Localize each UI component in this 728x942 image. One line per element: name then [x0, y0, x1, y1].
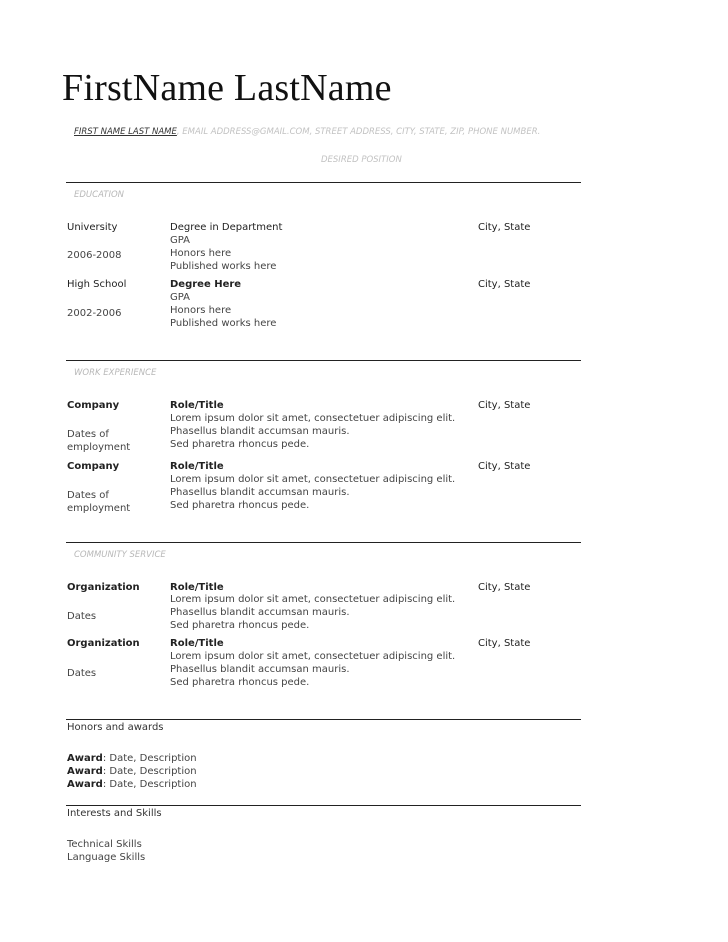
award-text: : Date, Description: [102, 779, 197, 790]
work-dates: Dates of: [67, 429, 109, 440]
work-description: Sed pharetra rhoncus pede.: [170, 500, 310, 511]
award-text: : Date, Description: [102, 753, 197, 764]
contact-details: , EMAIL ADDRESS@GMAIL.COM, STREET ADDRESS, CITY, STATE, ZIP, PHONE NUMBER.: [176, 127, 541, 137]
work-location: City, State: [478, 400, 531, 411]
community-dates: Dates: [67, 668, 97, 679]
community-description: Phasellus blandit accumsan mauris.: [170, 664, 350, 675]
work-description: Phasellus blandit accumsan mauris.: [170, 487, 350, 498]
education-degree: Degree in Department: [170, 222, 283, 233]
desired-position: DESIRED POSITION: [321, 155, 402, 165]
award-label: Award: [67, 766, 103, 777]
education-dates: 2006-2008: [67, 250, 122, 261]
education-honors: Honors here: [170, 305, 232, 316]
education-works: Published works here: [170, 261, 277, 272]
work-description: Sed pharetra rhoncus pede.: [170, 439, 310, 450]
community-description: Lorem ipsum dolor sit amet, consectetuer adipiscing elit.: [170, 594, 456, 605]
honors-heading: Honors and awards: [67, 722, 164, 733]
community-organization: Organization: [67, 638, 140, 649]
work-location: City, State: [478, 461, 531, 472]
education-school: High School: [67, 279, 127, 290]
interests-heading: Interests and Skills: [67, 808, 162, 819]
work-role: Role/Title: [170, 461, 224, 472]
education-gpa: GPA: [170, 235, 190, 246]
community-description: Sed pharetra rhoncus pede.: [170, 620, 310, 631]
community-description: Lorem ipsum dolor sit amet, consectetuer adipiscing elit.: [170, 651, 456, 662]
work-description: Lorem ipsum dolor sit amet, consectetuer adipiscing elit.: [170, 474, 456, 485]
education-dates: 2002-2006: [67, 308, 122, 319]
work-company: Company: [67, 461, 120, 472]
award-text: : Date, Description: [102, 766, 197, 777]
award-label: Award: [67, 779, 103, 790]
award-item: [67, 765, 197, 778]
award-item: [67, 778, 197, 791]
work-description: Lorem ipsum dolor sit amet, consectetuer adipiscing elit.: [170, 413, 456, 424]
work-company: Company: [67, 400, 120, 411]
community-description: Phasellus blandit accumsan mauris.: [170, 607, 350, 618]
community-location: City, State: [478, 638, 531, 649]
skill-item: Language Skills: [67, 852, 146, 863]
education-works: Published works here: [170, 318, 277, 329]
education-gpa: GPA: [170, 292, 190, 303]
education-degree: Degree Here: [170, 279, 242, 290]
work-dates: employment: [67, 442, 131, 453]
work-role: Role/Title: [170, 400, 224, 411]
work-description: Phasellus blandit accumsan mauris.: [170, 426, 350, 437]
education-location: City, State: [478, 222, 531, 233]
skill-item: Technical Skills: [67, 839, 142, 850]
contact-name: FIRST NAME LAST NAME: [74, 127, 177, 137]
community-heading: COMMUNITY SERVICE: [74, 550, 166, 560]
contact-line: [74, 127, 540, 137]
education-location: City, State: [478, 279, 531, 290]
education-heading: EDUCATION: [74, 190, 125, 200]
award-item: [67, 752, 197, 765]
work-dates: employment: [67, 503, 131, 514]
work-dates: Dates of: [67, 490, 109, 501]
community-role: Role/Title: [170, 582, 224, 593]
work-heading: WORK EXPERIENCE: [74, 368, 157, 378]
community-description: Sed pharetra rhoncus pede.: [170, 677, 310, 688]
section-divider: [66, 719, 581, 720]
resume-name: FirstName LastName: [62, 67, 392, 109]
community-location: City, State: [478, 582, 531, 593]
community-role: Role/Title: [170, 638, 224, 649]
education-school: University: [67, 222, 118, 233]
community-organization: Organization: [67, 582, 140, 593]
education-honors: Honors here: [170, 248, 232, 259]
community-dates: Dates: [67, 611, 97, 622]
section-divider: [66, 182, 581, 183]
section-divider: [66, 360, 581, 361]
award-label: Award: [67, 753, 103, 764]
section-divider: [66, 542, 581, 543]
section-divider: [66, 805, 581, 806]
